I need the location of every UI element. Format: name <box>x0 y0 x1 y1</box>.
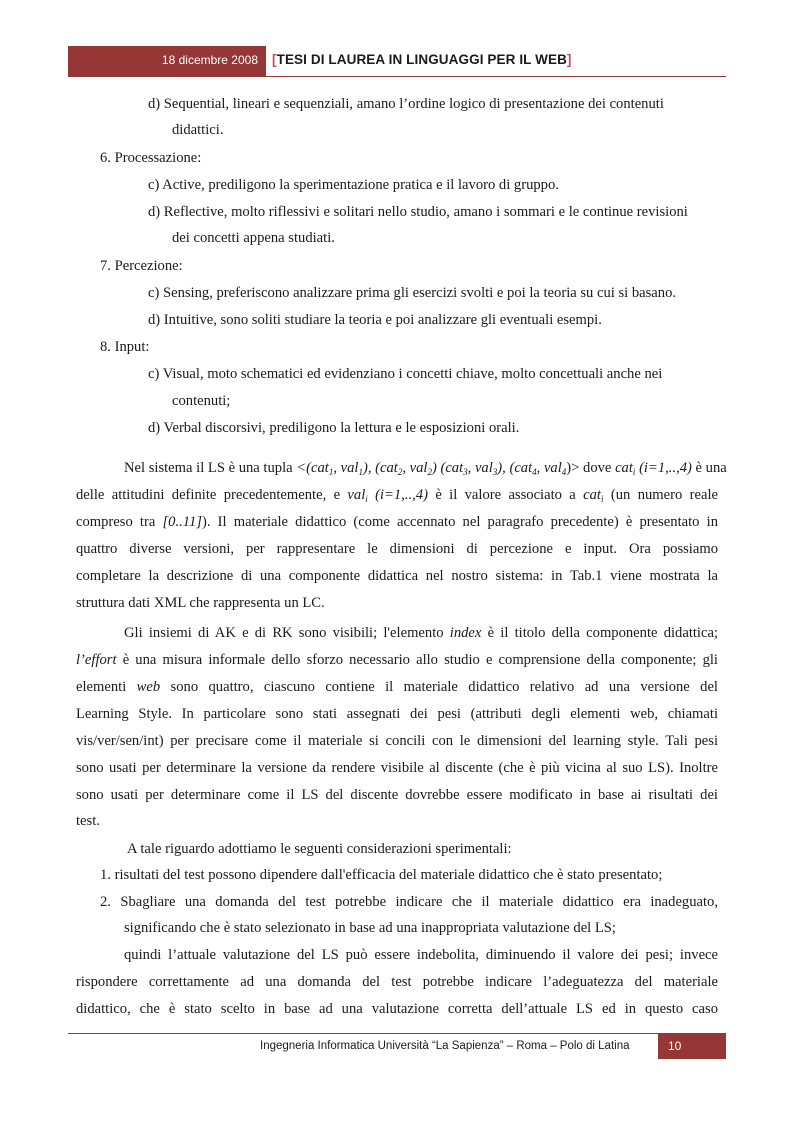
footer-text: Ingegneria Informatica Università “La Sapienza” – Roma – Polo di Latina <box>260 1040 630 1052</box>
list-item: c) Active, prediligono la sperimentazione pratica e il lavoro di gruppo. <box>148 177 559 193</box>
paragraph-line: quindi l’attuale valutazione del LS può essere indebolita, diminuendo il valore dei pesi; invece <box>124 947 718 963</box>
list-item: c) Sensing, preferiscono analizzare prima gli esercizi svolti e poi la teoria su cui si basano. <box>148 285 677 301</box>
footer-rule <box>68 1033 658 1034</box>
paragraph-line: vis/ver/sen/int) per precisare come il materiale si concili con le dimensioni del learning style. Tali pesi <box>76 733 718 749</box>
page-number: 10 <box>668 1039 682 1053</box>
numbered-item: 6. Processazione: <box>100 150 202 166</box>
paragraph-line: Nel sistema il LS è una tupla <(cat$_1$, val$_1$), (cat$_2$, val$_2$) (cat$_3$, val$_3$), (cat$_4$, val$_4$)> dove cat$_i$ (i=1,..,4) è una <box>124 460 727 477</box>
list-item: d) Sequential, lineari e sequenziali, amano l’ordine logico di presentazione dei contenuti <box>148 96 664 112</box>
paragraph-line: test. <box>76 813 100 829</box>
list-item-cont: contenuti; <box>172 393 231 409</box>
header-date-box <box>68 46 266 77</box>
list-item-cont: dei concetti appena studiati. <box>172 230 335 246</box>
list-item: d) Verbal discorsivi, prediligono la lettura e le esposizioni orali. <box>148 420 520 436</box>
page-number-box <box>658 1033 726 1059</box>
list-item: c) Visual, moto schematici ed evidenziano i concetti chiave, molto concettuali anche nei <box>148 366 663 382</box>
header-date: 18 dicembre 2008 <box>161 53 258 67</box>
paragraph-line: sono usati per determinare la versione da rendere visibile al discente (che è più vicina al suo LS). Inoltre <box>76 760 718 776</box>
numbered-item: 8. Input: <box>100 339 150 355</box>
paragraph-line: Gli insiemi di AK e di RK sono visibili; l'elemento index è il titolo della componente didattica; <box>124 625 718 641</box>
list-item-cont: didattici. <box>172 122 224 138</box>
paragraph-line: elementi web sono quattro, ciascuno contiene il materiale didattico relativo ad una versione del <box>76 679 718 695</box>
numbered-item: 2. Sbagliare una domanda del test potrebbe indicare che il materiale didattico era inadeguato, <box>100 894 718 910</box>
paragraph-line: compreso tra [0..11]). Il materiale didattico (come accennato nel paragrafo precedente) è presentato in <box>76 514 718 530</box>
paragraph-line: Learning Style. In particolare sono stati assegnati dei pesi (attributi degli elementi web, chiamati <box>76 706 718 722</box>
numbered-item: 7. Percezione: <box>100 258 183 274</box>
numbered-item: 1. risultati del test possono dipendere dall'efficacia del materiale didattico che è stato presentato; <box>100 867 663 883</box>
paragraph-line: A tale riguardo adottiamo le seguenti considerazioni sperimentali: <box>127 841 512 857</box>
paragraph-line: sono usati per determinare come il LS del discente dovrebbe essere modificato in base ai risultati dei <box>76 787 718 803</box>
header-title: [TESI DI LAUREA IN LINGUAGGI PER IL WEB] <box>272 52 572 67</box>
paragraph-line: quattro diverse versioni, per rappresentare le dimensioni di percezione e input. Ora possiamo <box>76 541 718 557</box>
paragraph-line: struttura dati XML che rappresenta un LC. <box>76 595 325 611</box>
paragraph-line: didattico, che è stato scelto in base ad una valutazione corretta dell’attuale LS ed in questo caso <box>76 1001 718 1017</box>
paragraph-line: rispondere correttamente ad una domanda del test potrebbe indicare l’adeguatezza del materiale <box>76 974 718 990</box>
numbered-item-cont: significando che è stato selezionato in base ad una inappropriata valutazione del LS; <box>124 920 616 936</box>
paragraph-line: completare la descrizione di una componente didattica nel nostro sistema: in Tab.1 viene mostrata la <box>76 568 718 584</box>
paragraph-line: l’effort è una misura informale dello sforzo necessario allo studio e comprensione della componente; gli <box>76 652 718 668</box>
header-rule <box>266 76 726 77</box>
list-item: d) Intuitive, sono soliti studiare la teoria e poi analizzare gli eventuali esempi. <box>148 312 602 328</box>
paragraph-line: delle attitudini definite precedentemente, e val$_i$ (i=1,..,4) è il valore associato a cat$_i$ (un numero reale <box>76 487 718 504</box>
list-item: d) Reflective, molto riflessivi e solitari nello studio, amano i sommari e le continue revisioni <box>148 204 688 220</box>
